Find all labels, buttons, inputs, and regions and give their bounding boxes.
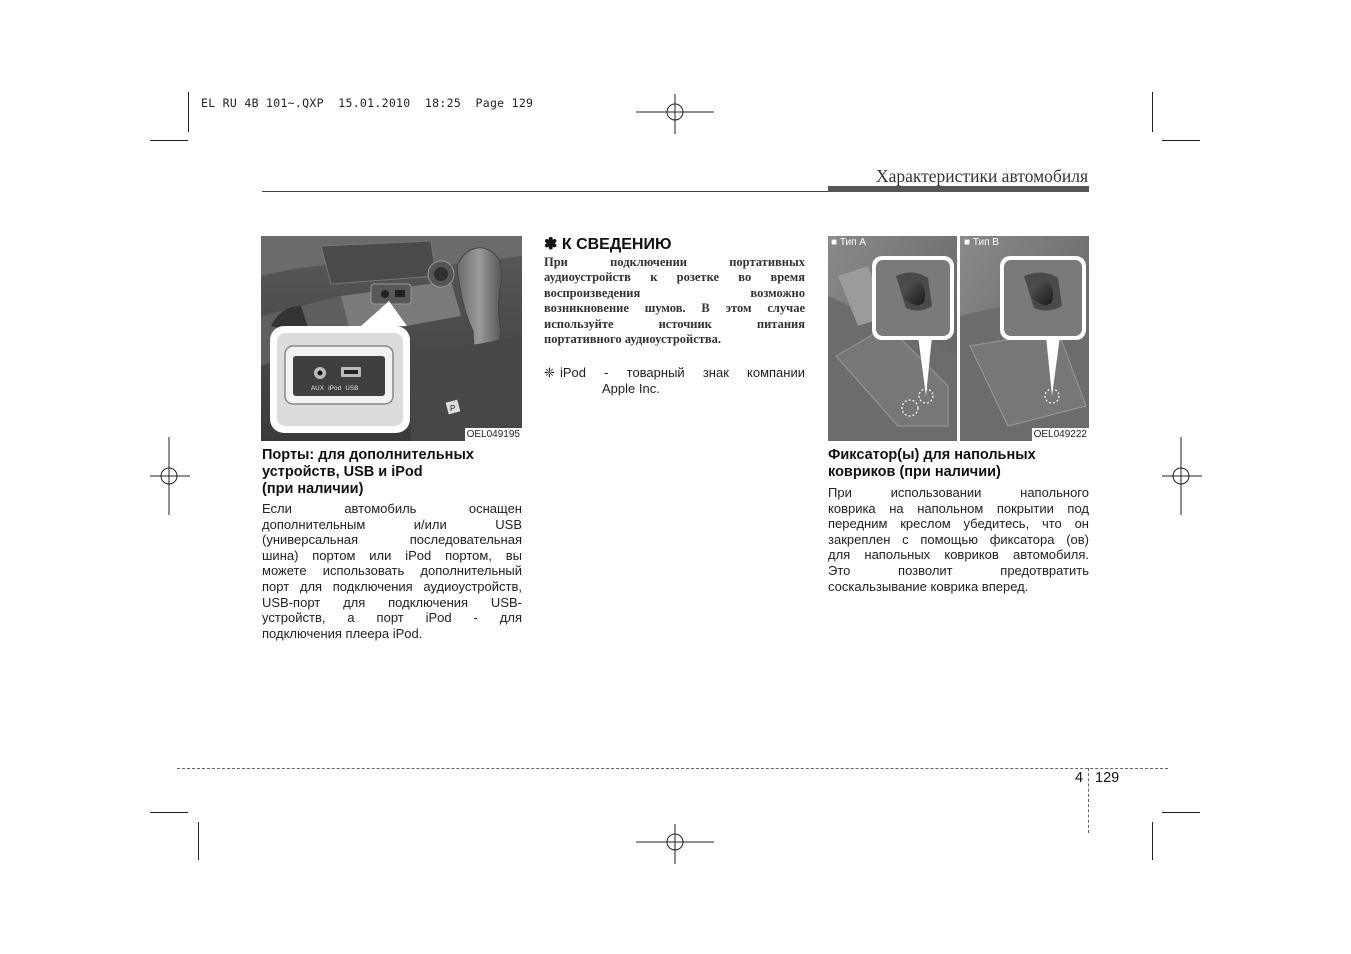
body-line: При использовании напольного (828, 485, 1089, 500)
floor-mat-drawing (828, 236, 1089, 441)
trademark-line: iPod - товарный знак компании (560, 365, 805, 380)
notice-line: возникновение шумов. В этом случае (544, 301, 805, 316)
body-line: для напольных ковриков автомобиля. (828, 547, 1089, 563)
body-line: коврика на напольном покрытии под (828, 500, 1089, 516)
body-line: можете использовать дополнительный (262, 563, 522, 579)
floor-mat-illustration (828, 236, 1089, 441)
usb-label: USB (345, 386, 359, 392)
body-line: устройств, а порт iPod - для (262, 610, 522, 626)
figure-code: OEL049195 (466, 429, 520, 440)
svg-text:P: P (450, 404, 456, 413)
registration-mark-bottom (636, 824, 714, 864)
trademark-line: Apple Inc. (602, 380, 660, 396)
notice-line: портативного аудиоустройства. (544, 332, 722, 347)
port-labels (311, 386, 359, 392)
notice-body (544, 255, 805, 347)
notice-icon: ✽ (544, 236, 558, 253)
ports-heading (262, 447, 524, 498)
body-line: Это позволит предотвратить (828, 562, 1089, 578)
header-rule (262, 191, 828, 192)
body-line: дополнительным и/или USB (262, 516, 522, 532)
type-a-label: ■ Тип A (831, 237, 866, 248)
heading-line: Порты: для дополнительных (262, 447, 474, 463)
ports-body-text (262, 501, 522, 641)
notice-line: При подключении портативных (544, 255, 805, 269)
notice-line: используйте источник питания (544, 316, 805, 331)
body-line: передним креслом убедитесь, что он (828, 516, 1089, 532)
heading-line: (при наличии) (262, 481, 364, 497)
ipod-label: iPod (328, 386, 342, 392)
registration-mark-top (636, 94, 714, 134)
chapter-number: 4 (1075, 770, 1084, 786)
body-line: шина) портом или iPod портом, вы (262, 547, 522, 563)
body-line: соскальзывание коврика вперед. (828, 578, 1029, 594)
footer-dashed-rule (177, 768, 1168, 769)
body-line: порт для подключения аудиоустройств, (262, 578, 522, 594)
trademark-note (544, 365, 805, 396)
notice-title-text: К СВЕДЕНИЮ (561, 236, 672, 253)
console-ports-drawing (261, 236, 522, 441)
notice-line: воспроизведения возможно (544, 285, 805, 300)
footer-dashed-divider (1088, 768, 1089, 833)
body-line: закреплен с помощью фиксатора (ов) (828, 531, 1089, 547)
heading-line: Фиксатор(ы) для напольных (828, 447, 1036, 463)
print-slug: EL RU 4B 101~.QXP 15.01.2010 18:25 Page 129 (201, 96, 534, 110)
heading-line: ковриков (при наличии) (828, 464, 1001, 480)
type-b-label: ■ Тип B (964, 237, 999, 248)
body-line: USB-порт для подключения USB- (262, 594, 522, 610)
body-line: подключения плеера iPod. (262, 625, 423, 641)
header-rule-accent (828, 186, 1089, 192)
page-number: 129 (1095, 770, 1120, 786)
floor-mat-body-text (828, 485, 1089, 594)
floor-mat-heading (828, 447, 1090, 481)
registration-mark-right (1162, 437, 1202, 515)
registration-mark-left (150, 437, 190, 515)
body-line: (универсальная последовательная (262, 532, 522, 548)
aux-label: AUX (311, 386, 325, 392)
notice-title (544, 234, 671, 254)
notice-line: аудиоустройств к розетке во время (544, 270, 805, 285)
body-line: Если автомобиль оснащен (262, 501, 522, 516)
trademark-icon: ❈ (544, 365, 555, 380)
ports-illustration (261, 236, 522, 441)
figure-code: OEL049222 (1033, 429, 1087, 440)
heading-line: устройств, USB и iPod (262, 464, 423, 480)
chapter-title: Характеристики автомобиля (875, 166, 1088, 186)
